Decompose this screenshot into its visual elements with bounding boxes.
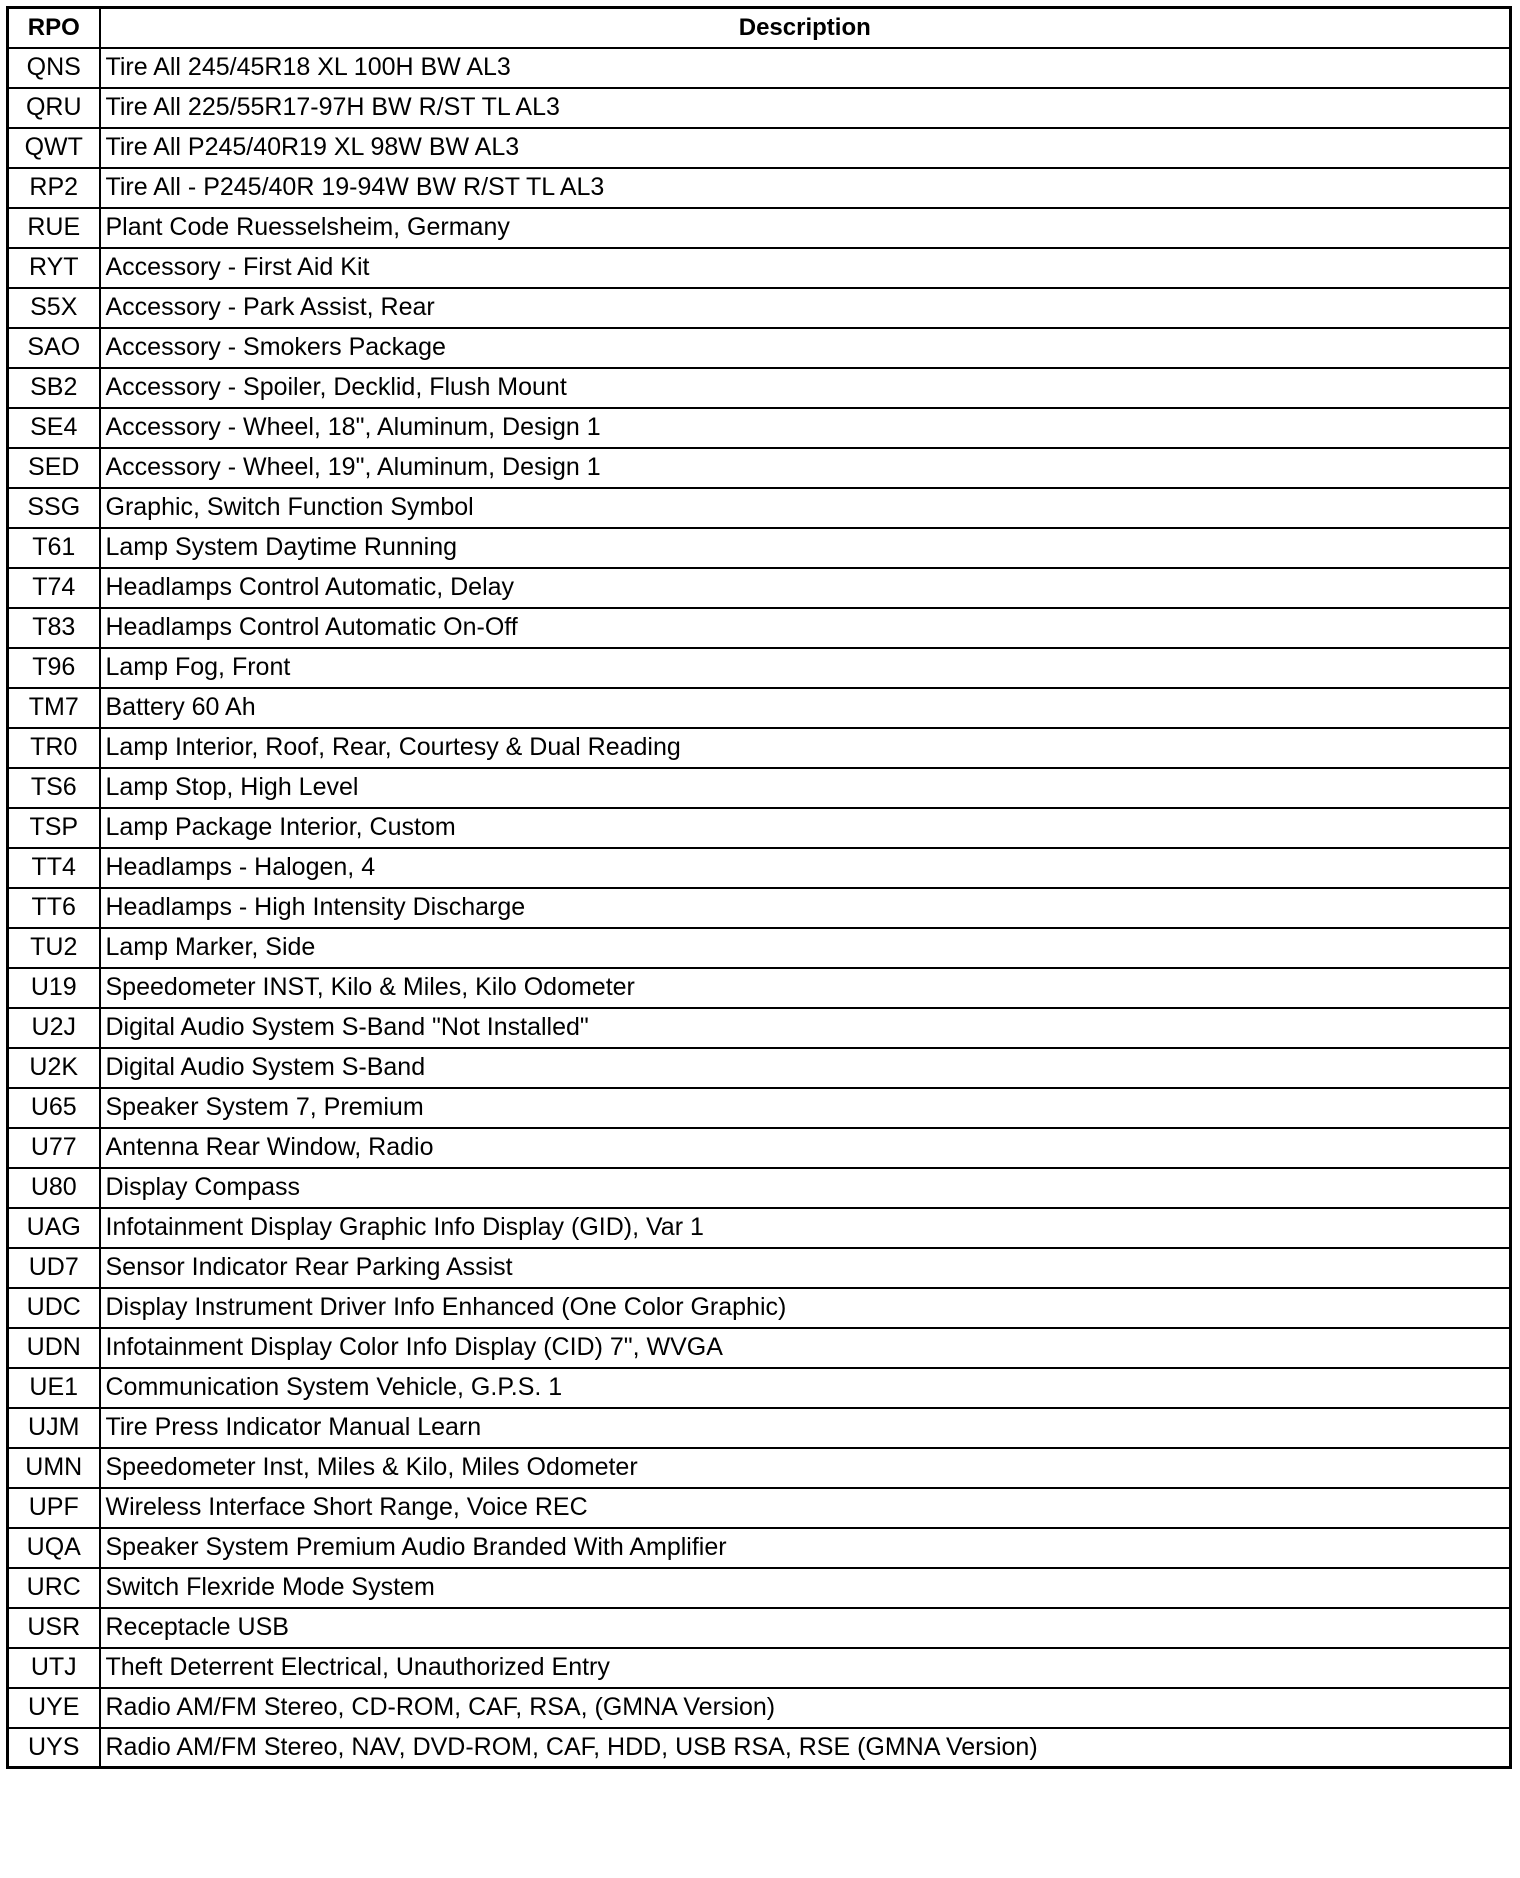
description-cell: Antenna Rear Window, Radio <box>100 1128 1511 1168</box>
table-row <box>8 888 1511 928</box>
rpo-code-cell: UE1 <box>8 1368 100 1408</box>
table-row <box>8 1568 1511 1608</box>
description-cell: Speedometer INST, Kilo & Miles, Kilo Odometer <box>100 968 1511 1008</box>
rpo-description-table <box>6 6 1512 1769</box>
header-row <box>8 8 1511 48</box>
table-row <box>8 1008 1511 1048</box>
table-row <box>8 1208 1511 1248</box>
rpo-code-cell: U77 <box>8 1128 100 1168</box>
description-cell: Radio AM/FM Stereo, NAV, DVD-ROM, CAF, HDD, USB RSA, RSE (GMNA Version) <box>100 1728 1511 1768</box>
description-cell: Accessory - Wheel, 19", Aluminum, Design 1 <box>100 448 1511 488</box>
table-row <box>8 1168 1511 1208</box>
table-row <box>8 328 1511 368</box>
table-row <box>8 368 1511 408</box>
rpo-code-cell: T96 <box>8 648 100 688</box>
description-cell: Accessory - Park Assist, Rear <box>100 288 1511 328</box>
description-cell: Headlamps - Halogen, 4 <box>100 848 1511 888</box>
description-cell: Tire All P245/40R19 XL 98W BW AL3 <box>100 128 1511 168</box>
table-row <box>8 128 1511 168</box>
rpo-code-cell: RYT <box>8 248 100 288</box>
description-cell: Speedometer Inst, Miles & Kilo, Miles Odometer <box>100 1448 1511 1488</box>
description-cell: Infotainment Display Color Info Display (CID) 7", WVGA <box>100 1328 1511 1368</box>
table-header <box>8 8 1511 48</box>
table-row <box>8 1408 1511 1448</box>
rpo-code-cell: UDN <box>8 1328 100 1368</box>
description-cell: Switch Flexride Mode System <box>100 1568 1511 1608</box>
rpo-code-cell: TT6 <box>8 888 100 928</box>
rpo-code-cell: U80 <box>8 1168 100 1208</box>
table-row <box>8 1688 1511 1728</box>
table-row <box>8 1248 1511 1288</box>
rpo-column-header: RPO <box>8 8 100 48</box>
description-cell: Headlamps - High Intensity Discharge <box>100 888 1511 928</box>
description-cell: Headlamps Control Automatic, Delay <box>100 568 1511 608</box>
table-row <box>8 1368 1511 1408</box>
description-cell: Lamp Fog, Front <box>100 648 1511 688</box>
rpo-code-cell: SB2 <box>8 368 100 408</box>
description-cell: Digital Audio System S-Band <box>100 1048 1511 1088</box>
rpo-code-cell: TT4 <box>8 848 100 888</box>
rpo-code-cell: UQA <box>8 1528 100 1568</box>
table-row <box>8 88 1511 128</box>
rpo-code-cell: U19 <box>8 968 100 1008</box>
description-cell: Battery 60 Ah <box>100 688 1511 728</box>
description-cell: Graphic, Switch Function Symbol <box>100 488 1511 528</box>
rpo-code-cell: T74 <box>8 568 100 608</box>
description-cell: Tire All 225/55R17-97H BW R/ST TL AL3 <box>100 88 1511 128</box>
table-row <box>8 728 1511 768</box>
table-row <box>8 1488 1511 1528</box>
rpo-code-cell: UMN <box>8 1448 100 1488</box>
description-cell: Plant Code Ruesselsheim, Germany <box>100 208 1511 248</box>
rpo-code-cell: QRU <box>8 88 100 128</box>
rpo-code-cell: TU2 <box>8 928 100 968</box>
rpo-code-cell: UAG <box>8 1208 100 1248</box>
rpo-code-cell: T83 <box>8 608 100 648</box>
description-column-header: Description <box>100 8 1511 48</box>
description-cell: Display Instrument Driver Info Enhanced (One Color Graphic) <box>100 1288 1511 1328</box>
description-cell: Accessory - Smokers Package <box>100 328 1511 368</box>
table-row <box>8 48 1511 88</box>
rpo-code-cell: UDC <box>8 1288 100 1328</box>
description-cell: Theft Deterrent Electrical, Unauthorized Entry <box>100 1648 1511 1688</box>
table-row <box>8 648 1511 688</box>
rpo-code-cell: TM7 <box>8 688 100 728</box>
rpo-code-cell: RP2 <box>8 168 100 208</box>
table-row <box>8 1648 1511 1688</box>
description-cell: Tire Press Indicator Manual Learn <box>100 1408 1511 1448</box>
rpo-code-cell: RUE <box>8 208 100 248</box>
rpo-code-cell: U2J <box>8 1008 100 1048</box>
rpo-code-cell: SAO <box>8 328 100 368</box>
table-row <box>8 968 1511 1008</box>
description-cell: Digital Audio System S-Band "Not Installed" <box>100 1008 1511 1048</box>
description-cell: Lamp Stop, High Level <box>100 768 1511 808</box>
table-body <box>8 48 1511 1768</box>
description-cell: Communication System Vehicle, G.P.S. 1 <box>100 1368 1511 1408</box>
table-row <box>8 528 1511 568</box>
table-row <box>8 688 1511 728</box>
rpo-code-cell: UJM <box>8 1408 100 1448</box>
rpo-code-cell: QNS <box>8 48 100 88</box>
rpo-code-cell: UPF <box>8 1488 100 1528</box>
description-cell: Lamp System Daytime Running <box>100 528 1511 568</box>
description-cell: Tire All - P245/40R 19-94W BW R/ST TL AL3 <box>100 168 1511 208</box>
rpo-code-cell: U65 <box>8 1088 100 1128</box>
table-row <box>8 848 1511 888</box>
rpo-code-cell: TSP <box>8 808 100 848</box>
table-row <box>8 768 1511 808</box>
table-row <box>8 808 1511 848</box>
description-cell: Tire All 245/45R18 XL 100H BW AL3 <box>100 48 1511 88</box>
table-row <box>8 1608 1511 1648</box>
description-cell: Display Compass <box>100 1168 1511 1208</box>
table-row <box>8 568 1511 608</box>
rpo-code-cell: T61 <box>8 528 100 568</box>
table-row <box>8 488 1511 528</box>
table-row <box>8 1528 1511 1568</box>
description-cell: Accessory - First Aid Kit <box>100 248 1511 288</box>
table-row <box>8 1288 1511 1328</box>
table-row <box>8 168 1511 208</box>
rpo-code-cell: USR <box>8 1608 100 1648</box>
description-cell: Lamp Package Interior, Custom <box>100 808 1511 848</box>
description-cell: Accessory - Wheel, 18", Aluminum, Design 1 <box>100 408 1511 448</box>
table-row <box>8 608 1511 648</box>
rpo-code-cell: QWT <box>8 128 100 168</box>
rpo-code-cell: S5X <box>8 288 100 328</box>
rpo-code-cell: TS6 <box>8 768 100 808</box>
description-cell: Speaker System Premium Audio Branded With Amplifier <box>100 1528 1511 1568</box>
rpo-code-cell: TR0 <box>8 728 100 768</box>
table-row <box>8 408 1511 448</box>
table-row <box>8 1448 1511 1488</box>
rpo-code-cell: UYS <box>8 1728 100 1768</box>
description-cell: Receptacle USB <box>100 1608 1511 1648</box>
rpo-code-cell: UTJ <box>8 1648 100 1688</box>
rpo-code-cell: UYE <box>8 1688 100 1728</box>
rpo-code-cell: SED <box>8 448 100 488</box>
rpo-code-cell: SSG <box>8 488 100 528</box>
table-row <box>8 1728 1511 1768</box>
description-cell: Headlamps Control Automatic On-Off <box>100 608 1511 648</box>
table-row <box>8 1128 1511 1168</box>
table-row <box>8 928 1511 968</box>
table-row <box>8 288 1511 328</box>
table-row <box>8 1048 1511 1088</box>
description-cell: Lamp Marker, Side <box>100 928 1511 968</box>
rpo-code-cell: UD7 <box>8 1248 100 1288</box>
rpo-code-cell: U2K <box>8 1048 100 1088</box>
description-cell: Radio AM/FM Stereo, CD-ROM, CAF, RSA, (GMNA Version) <box>100 1688 1511 1728</box>
rpo-code-cell: URC <box>8 1568 100 1608</box>
description-cell: Wireless Interface Short Range, Voice REC <box>100 1488 1511 1528</box>
description-cell: Speaker System 7, Premium <box>100 1088 1511 1128</box>
description-cell: Lamp Interior, Roof, Rear, Courtesy & Dual Reading <box>100 728 1511 768</box>
description-cell: Accessory - Spoiler, Decklid, Flush Mount <box>100 368 1511 408</box>
description-cell: Infotainment Display Graphic Info Display (GID), Var 1 <box>100 1208 1511 1248</box>
table-row <box>8 208 1511 248</box>
table-row <box>8 1088 1511 1128</box>
table-row <box>8 1328 1511 1368</box>
rpo-code-cell: SE4 <box>8 408 100 448</box>
table-row <box>8 448 1511 488</box>
table-row <box>8 248 1511 288</box>
description-cell: Sensor Indicator Rear Parking Assist <box>100 1248 1511 1288</box>
